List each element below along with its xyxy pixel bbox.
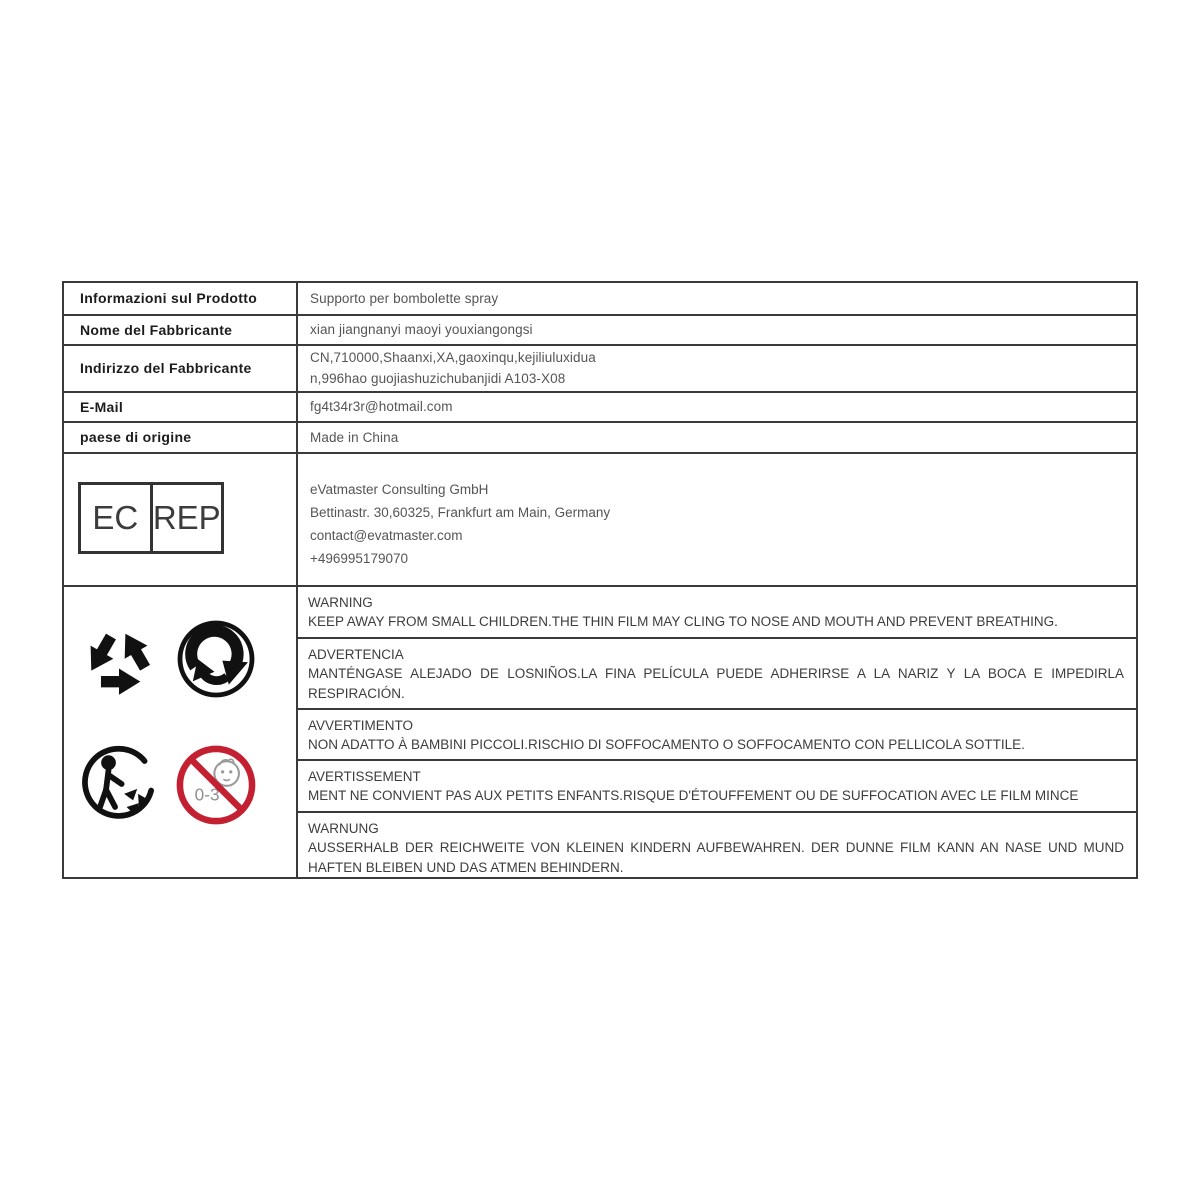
rep-label: REP	[150, 485, 222, 551]
warning-title: AVERTISSEMENT	[308, 768, 421, 784]
row-label-cell	[64, 283, 298, 314]
row-label: E-Mail	[80, 398, 124, 415]
row-value-cell	[298, 423, 1136, 452]
rep-street-address: Bettinastr. 30,60325, Frankfurt am Main, Germany	[310, 504, 611, 520]
warning-block-fr	[298, 759, 1136, 811]
age-warning-0-3-icon	[175, 742, 257, 828]
row-label-cell	[64, 316, 298, 344]
ec-label: EC	[92, 498, 139, 536]
warning-title: AVVERTIMENTO	[308, 717, 414, 733]
warning-body: MANTÉNGASE ALEJADO DE LOSNIÑOS.LA FINA PELÍCULA PUEDE ADHERIRSE A LA NARIZ Y LA BOCA E IMPEDIRLA RESPIRACIÓN.	[308, 666, 1124, 701]
rep-email: contact@evatmaster.com	[310, 527, 463, 543]
table-row	[64, 314, 1136, 344]
address-line-1: CN,710000,Shaanxi,XA,gaoxinqu,kejiliuluxidua	[310, 350, 596, 366]
warning-block-de	[298, 811, 1136, 878]
warning-title: WARNING	[308, 594, 373, 610]
row-label-cell	[64, 423, 298, 452]
table-row	[64, 283, 1136, 314]
country-of-origin-value: Made in China	[310, 429, 399, 445]
warning-block-it	[298, 708, 1136, 759]
warning-body: KEEP AWAY FROM SMALL CHILDREN.THE THIN FILM MAY CLING TO NOSE AND MOUTH AND PREVENT BREATHING.	[308, 614, 1058, 629]
eu-representative-address	[310, 478, 610, 570]
row-label: Nome del Fabbricante	[80, 321, 233, 338]
warning-body: MENT NE CONVIENT PAS AUX PETITS ENFANTS.RISQUE D'ÉTOUFFEMENT OU DE SUFFOCATION AVEC LE FILM MINCE	[308, 788, 1079, 803]
row-value-cell	[298, 393, 1136, 421]
row-label: paese di origine	[80, 429, 192, 446]
product-info-table	[62, 281, 1138, 879]
warnings-cell	[298, 587, 1136, 878]
rep-phone: +496995179070	[310, 550, 408, 566]
warning-block-en	[298, 587, 1136, 637]
recycling-icon	[78, 620, 160, 704]
row-value-cell	[298, 283, 1136, 314]
manufacturer-address	[310, 347, 596, 389]
row-value-cell	[298, 346, 1136, 392]
ec-rep-symbol-cell	[64, 454, 298, 585]
warning-block-es	[298, 637, 1136, 708]
green-dot-icon	[176, 619, 256, 699]
triman-icon	[79, 740, 161, 828]
ec-rep-icon	[78, 482, 224, 554]
row-label-cell	[64, 346, 298, 392]
row-label: Indirizzo del Fabbricante	[80, 360, 252, 377]
email-value: fg4t34r3r@hotmail.com	[310, 399, 453, 415]
table-row	[64, 391, 1136, 421]
row-value: xian jiangnanyi maoyi youxiangongsi	[310, 322, 533, 338]
warning-title: WARNUNG	[308, 820, 379, 836]
table-row	[64, 421, 1136, 452]
rep-company-name: eVatmaster Consulting GmbH	[310, 481, 489, 497]
row-label: Informazioni sul Prodotto	[80, 290, 258, 307]
warnings-row	[64, 585, 1136, 878]
ec-rep-address-cell	[298, 454, 1136, 585]
warning-body: NON ADATTO À BAMBINI PICCOLI.RISCHIO DI SOFFOCAMENTO O SOFFOCAMENTO CON PELLICOLA SOTTILE.	[308, 737, 1025, 752]
address-line-2: n,996hao guojiashuzichubanjidi A103-X08	[310, 371, 566, 387]
table-row	[64, 344, 1136, 392]
symbols-cell	[64, 587, 298, 878]
warning-title: ADVERTENCIA	[308, 646, 404, 662]
row-label-cell	[64, 393, 298, 421]
warning-body: AUSSERHALB DER REICHWEITE VON KLEINEN KINDERN AUFBEWAHREN. DER DUNNE FILM KANN AN NASE UND MUND HAFTEN BLEIBEN UND DAS ATMEN BEHINDERN.	[308, 840, 1124, 875]
row-value: Supporto per bombolette spray	[310, 290, 499, 306]
age-range-label: 0-3	[194, 784, 220, 805]
row-value-cell	[298, 316, 1136, 344]
ec-rep-row	[64, 452, 1136, 585]
